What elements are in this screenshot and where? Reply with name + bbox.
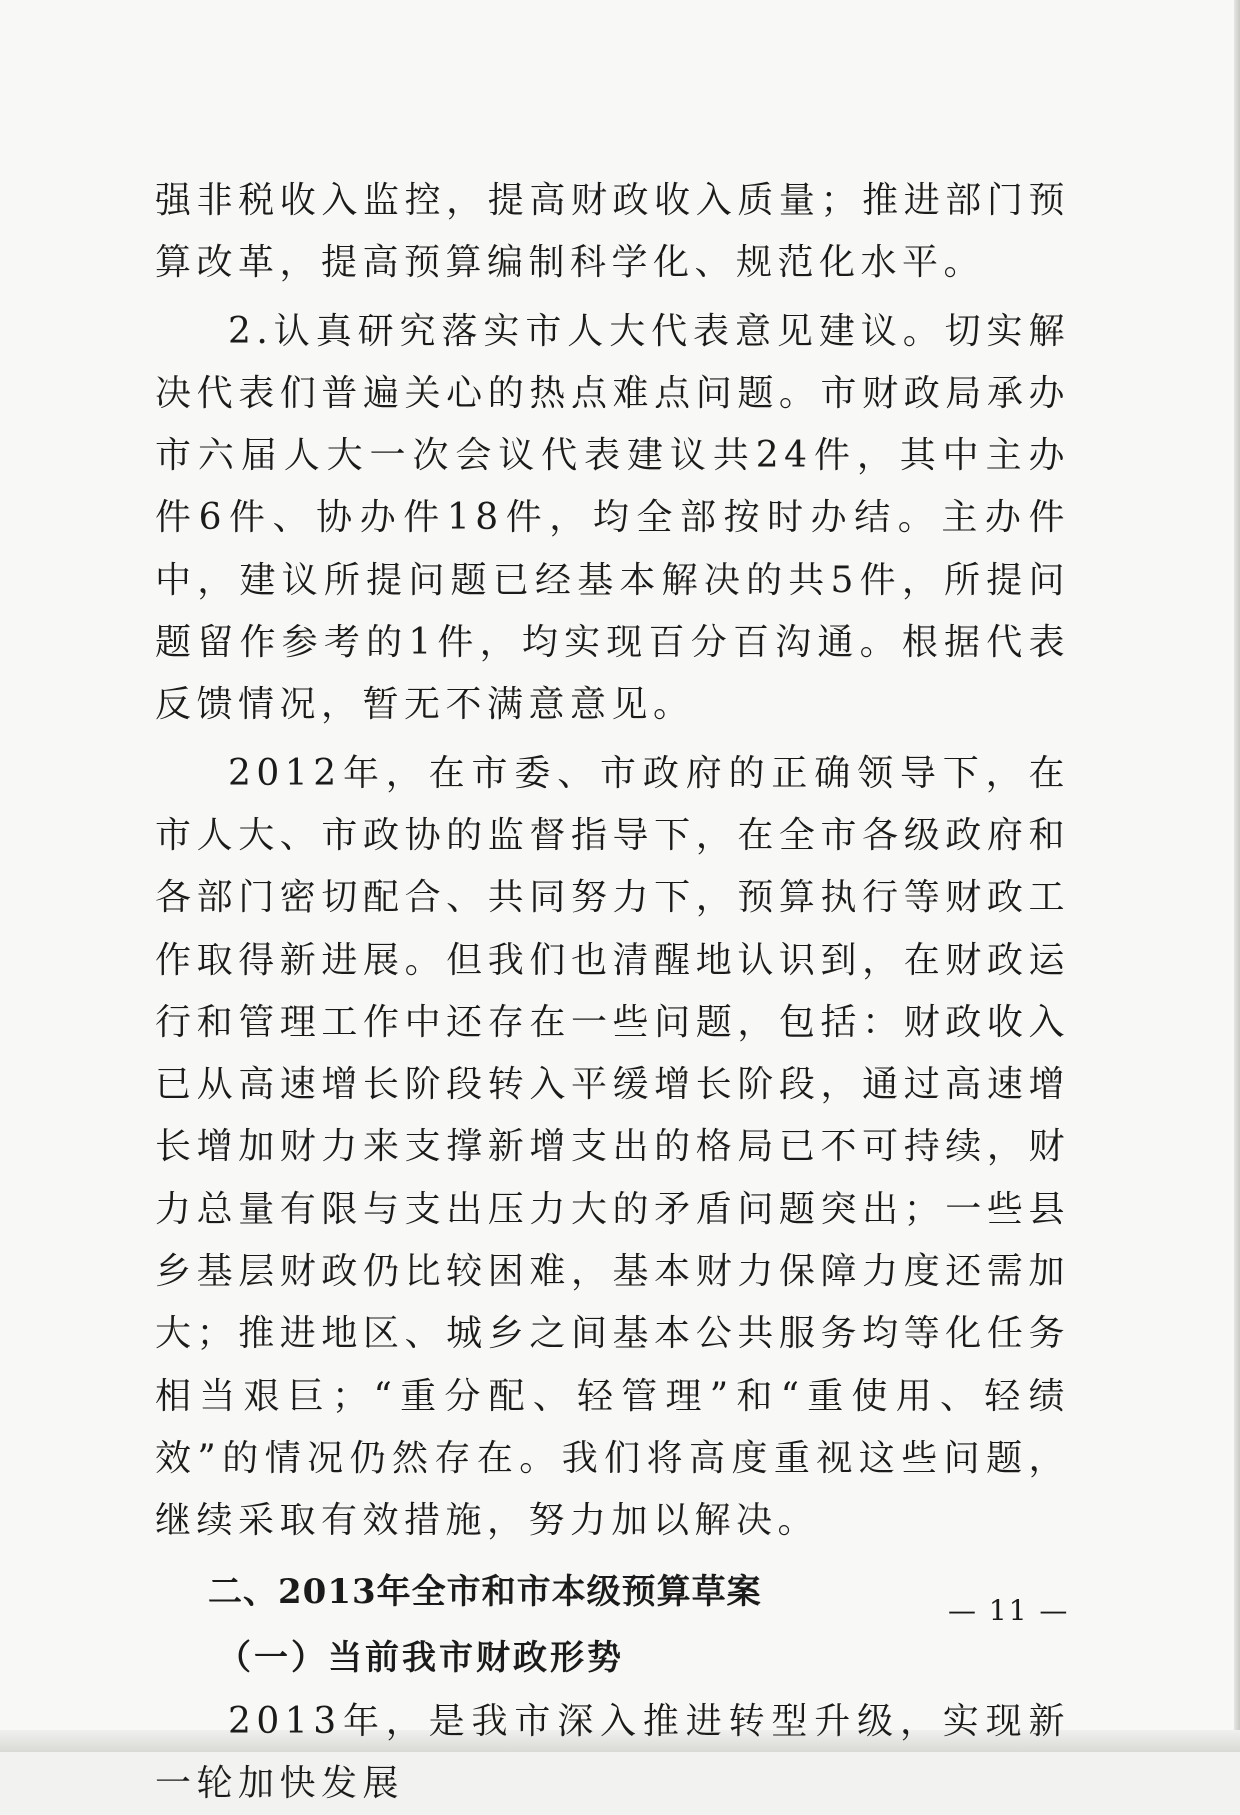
paragraph-2: 2.认真研究落实市人大代表意见建议。切实解决代表们普遍关心的热点难点问题。市财政局承办市六届人大一次会议代表建议共24件，其中主办件6件、协办件18件，均全部按时办结。主办件中，建议所提问题已经基本解决的共5件，所提问题留作参考的1件，均实现百分百沟通。根据代表反馈情况，暂无不满意意见。	[155, 310, 1070, 726]
paragraph-4: 2013年，是我市深入推进转型升级，实现新一轮加快发展	[155, 1700, 1070, 1804]
paragraph-1: 强非税收入监控，提高财政收入质量；推进部门预算改革，提高预算编制科学化、规范化水平。	[155, 180, 1070, 284]
section-heading: 二、2013年全市和市本级预算草案	[208, 1571, 762, 1612]
document-body	[155, 170, 1070, 1815]
paragraph-3: 2012年，在市委、市政府的正确领导下，在市人大、市政协的监督指导下，在全市各级政府和各部门密切配合、共同努力下，预算执行等财政工作取得新进展。但我们也清醒地认识到，在财政运行和管理工作中还存在一些问题，包括：财政收入已从高速增长阶段转入平缓增长阶段，通过高速增长增加财力来支撑新增支出的格局已不可持续，财力总量有限与支出压力大的矛盾问题突出；一些县乡基层财政仍比较困难，基本财力保障力度还需加大；推进地区、城乡之间基本公共服务均等化任务相当艰巨；“重分配、轻管理”和“重使用、轻绩效”的情况仍然存在。我们将高度重视这些问题，继续采取有效措施，努力加以解决。	[155, 752, 1070, 1542]
subsection-heading: （一）当前我市财政形势	[217, 1637, 624, 1678]
page-number: — 11 —	[948, 1594, 1070, 1627]
page-edge-right	[1234, 0, 1240, 1752]
